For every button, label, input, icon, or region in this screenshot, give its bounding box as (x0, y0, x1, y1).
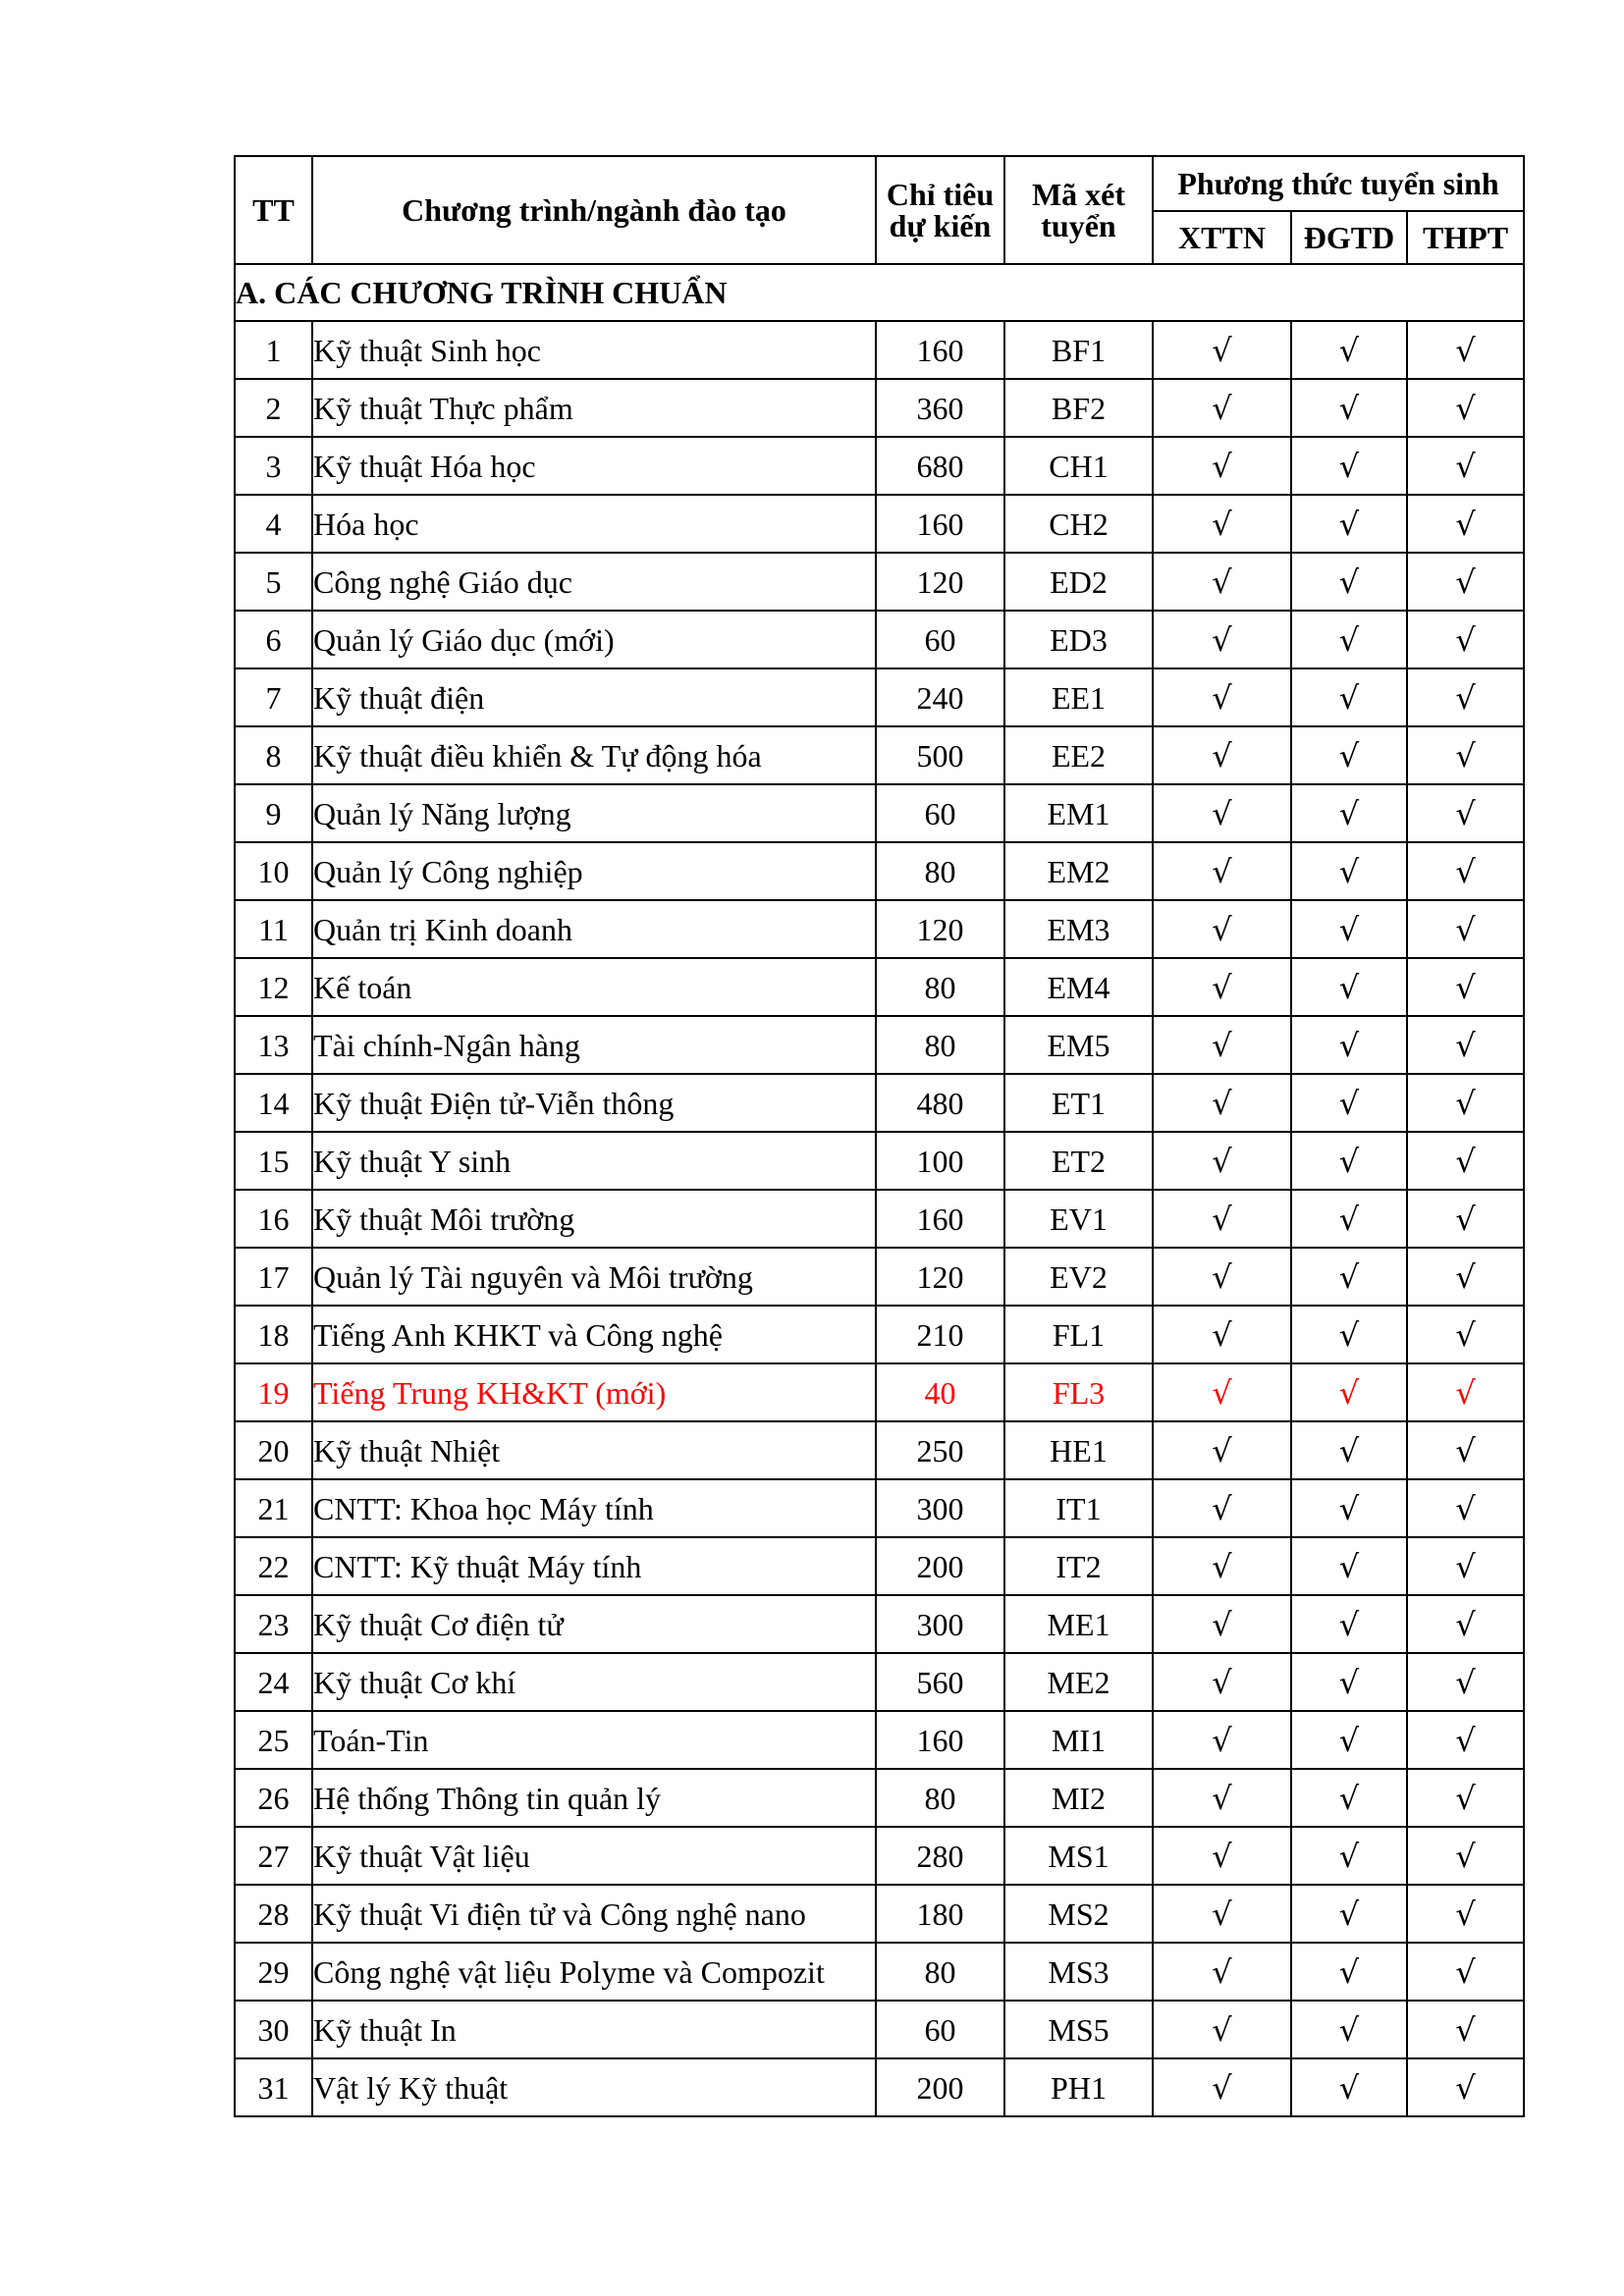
admission-code: IT2 (1004, 1537, 1153, 1595)
program-name: Kỹ thuật điện (312, 668, 876, 726)
table-row (235, 1769, 1524, 1827)
quota-value: 160 (876, 1190, 1004, 1248)
xttn-check: √ (1153, 1421, 1291, 1479)
admission-code: MI2 (1004, 1769, 1153, 1827)
dgtd-check: √ (1291, 1363, 1407, 1421)
admission-code: BF2 (1004, 379, 1153, 437)
quota-value: 80 (876, 958, 1004, 1016)
admission-code: PH1 (1004, 2058, 1153, 2116)
table-row (235, 611, 1524, 668)
section-title: A. CÁC CHƯƠNG TRÌNH CHUẨN (235, 264, 1524, 321)
xttn-check: √ (1153, 668, 1291, 726)
thpt-check: √ (1407, 1190, 1524, 1248)
thpt-check: √ (1407, 1769, 1524, 1827)
admission-code: EM4 (1004, 958, 1153, 1016)
quota-value: 160 (876, 1711, 1004, 1769)
xttn-check: √ (1153, 1827, 1291, 1885)
row-number: 6 (235, 611, 312, 668)
dgtd-check: √ (1291, 1711, 1407, 1769)
quota-value: 280 (876, 1827, 1004, 1885)
header-quota-line1: Chỉ tiêu (886, 177, 995, 212)
program-name: Quản trị Kinh doanh (312, 900, 876, 958)
table-row (235, 1711, 1524, 1769)
table-row (235, 1363, 1524, 1421)
dgtd-check: √ (1291, 1421, 1407, 1479)
dgtd-check: √ (1291, 668, 1407, 726)
program-name: Hóa học (312, 495, 876, 553)
header-tt: TT (235, 156, 312, 264)
thpt-check: √ (1407, 784, 1524, 842)
program-name: Hệ thống Thông tin quản lý (312, 1769, 876, 1827)
admission-code: ET2 (1004, 1132, 1153, 1190)
xttn-check: √ (1153, 1248, 1291, 1306)
table-row (235, 1653, 1524, 1711)
dgtd-check: √ (1291, 1190, 1407, 1248)
dgtd-check: √ (1291, 1885, 1407, 1943)
dgtd-check: √ (1291, 611, 1407, 668)
admission-code: ED2 (1004, 553, 1153, 611)
dgtd-check: √ (1291, 1537, 1407, 1595)
admission-code: MS2 (1004, 1885, 1153, 1943)
program-name: Toán-Tin (312, 1711, 876, 1769)
quota-value: 680 (876, 437, 1004, 495)
header-quota-line2: dự kiến (889, 208, 992, 243)
xttn-check: √ (1153, 611, 1291, 668)
row-number: 14 (235, 1074, 312, 1132)
quota-value: 250 (876, 1421, 1004, 1479)
program-name: CNTT: Kỹ thuật Máy tính (312, 1537, 876, 1595)
program-name: Kỹ thuật Thực phẩm (312, 379, 876, 437)
quota-value: 80 (876, 1769, 1004, 1827)
row-number: 3 (235, 437, 312, 495)
thpt-check: √ (1407, 611, 1524, 668)
row-number: 29 (235, 1943, 312, 2001)
program-name: Công nghệ Giáo dục (312, 553, 876, 611)
thpt-check: √ (1407, 1479, 1524, 1537)
row-number: 27 (235, 1827, 312, 1885)
quota-value: 60 (876, 2001, 1004, 2058)
admission-code: MS3 (1004, 1943, 1153, 2001)
dgtd-check: √ (1291, 553, 1407, 611)
thpt-check: √ (1407, 495, 1524, 553)
table-row (235, 553, 1524, 611)
table-row (235, 2058, 1524, 2116)
row-number: 4 (235, 495, 312, 553)
program-name: Kỹ thuật Nhiệt (312, 1421, 876, 1479)
admission-code: FL1 (1004, 1306, 1153, 1363)
header-program: Chương trình/ngành đào tạo (312, 156, 876, 264)
row-number: 1 (235, 321, 312, 379)
xttn-check: √ (1153, 1711, 1291, 1769)
header-methods: Phương thức tuyển sinh (1153, 156, 1524, 211)
row-number: 30 (235, 2001, 312, 2058)
row-number: 11 (235, 900, 312, 958)
program-name: Kỹ thuật Hóa học (312, 437, 876, 495)
quota-value: 300 (876, 1479, 1004, 1537)
admission-code: FL3 (1004, 1363, 1153, 1421)
dgtd-check: √ (1291, 379, 1407, 437)
row-number: 18 (235, 1306, 312, 1363)
row-number: 24 (235, 1653, 312, 1711)
dgtd-check: √ (1291, 495, 1407, 553)
header-method-dgtd: ĐGTD (1291, 211, 1407, 264)
thpt-check: √ (1407, 1363, 1524, 1421)
quota-value: 40 (876, 1363, 1004, 1421)
quota-value: 480 (876, 1074, 1004, 1132)
quota-value: 210 (876, 1306, 1004, 1363)
program-name: Kỹ thuật Y sinh (312, 1132, 876, 1190)
row-number: 25 (235, 1711, 312, 1769)
quota-value: 200 (876, 1537, 1004, 1595)
table-row (235, 958, 1524, 1016)
table-row (235, 900, 1524, 958)
dgtd-check: √ (1291, 1074, 1407, 1132)
xttn-check: √ (1153, 958, 1291, 1016)
xttn-check: √ (1153, 553, 1291, 611)
thpt-check: √ (1407, 1306, 1524, 1363)
quota-value: 500 (876, 726, 1004, 784)
xttn-check: √ (1153, 842, 1291, 900)
quota-value: 120 (876, 553, 1004, 611)
admission-code: IT1 (1004, 1479, 1153, 1537)
xttn-check: √ (1153, 321, 1291, 379)
header-code-line2: tuyển (1041, 208, 1116, 243)
program-name: Tiếng Anh KHKT và Công nghệ (312, 1306, 876, 1363)
program-name: Quản lý Công nghiệp (312, 842, 876, 900)
dgtd-check: √ (1291, 1016, 1407, 1074)
table-row (235, 1537, 1524, 1595)
program-name: Kỹ thuật Sinh học (312, 321, 876, 379)
admission-code: HE1 (1004, 1421, 1153, 1479)
table-row (235, 1479, 1524, 1537)
header-method-xttn: XTTN (1153, 211, 1291, 264)
thpt-check: √ (1407, 842, 1524, 900)
admission-code: EM3 (1004, 900, 1153, 958)
table-row (235, 1885, 1524, 1943)
thpt-check: √ (1407, 1827, 1524, 1885)
xttn-check: √ (1153, 1537, 1291, 1595)
program-name: Kỹ thuật Vi điện tử và Công nghệ nano (312, 1885, 876, 1943)
xttn-check: √ (1153, 900, 1291, 958)
quota-value: 60 (876, 611, 1004, 668)
admission-code: EM5 (1004, 1016, 1153, 1074)
program-name: Kỹ thuật Cơ điện tử (312, 1595, 876, 1653)
thpt-check: √ (1407, 1595, 1524, 1653)
quota-value: 120 (876, 900, 1004, 958)
quota-value: 160 (876, 495, 1004, 553)
xttn-check: √ (1153, 1016, 1291, 1074)
quota-value: 100 (876, 1132, 1004, 1190)
thpt-check: √ (1407, 1711, 1524, 1769)
row-number: 28 (235, 1885, 312, 1943)
thpt-check: √ (1407, 379, 1524, 437)
table-header (235, 156, 1524, 264)
thpt-check: √ (1407, 1421, 1524, 1479)
row-number: 26 (235, 1769, 312, 1827)
table-row (235, 1421, 1524, 1479)
thpt-check: √ (1407, 726, 1524, 784)
row-number: 23 (235, 1595, 312, 1653)
program-name: Kỹ thuật In (312, 2001, 876, 2058)
thpt-check: √ (1407, 321, 1524, 379)
quota-value: 300 (876, 1595, 1004, 1653)
admission-code: EV2 (1004, 1248, 1153, 1306)
admission-code: ME2 (1004, 1653, 1153, 1711)
xttn-check: √ (1153, 1132, 1291, 1190)
quota-value: 80 (876, 842, 1004, 900)
dgtd-check: √ (1291, 1132, 1407, 1190)
row-number: 2 (235, 379, 312, 437)
thpt-check: √ (1407, 958, 1524, 1016)
admission-code: ET1 (1004, 1074, 1153, 1132)
xttn-check: √ (1153, 1885, 1291, 1943)
table-row (235, 1248, 1524, 1306)
admission-code: BF1 (1004, 321, 1153, 379)
xttn-check: √ (1153, 1653, 1291, 1711)
program-name: Quản lý Năng lượng (312, 784, 876, 842)
admission-code: ME1 (1004, 1595, 1153, 1653)
thpt-check: √ (1407, 1016, 1524, 1074)
dgtd-check: √ (1291, 900, 1407, 958)
table-row (235, 784, 1524, 842)
admissions-table (234, 155, 1525, 2117)
dgtd-check: √ (1291, 2001, 1407, 2058)
dgtd-check: √ (1291, 321, 1407, 379)
thpt-check: √ (1407, 1537, 1524, 1595)
thpt-check: √ (1407, 1074, 1524, 1132)
header-code-line1: Mã xét (1031, 177, 1126, 212)
table-row (235, 1306, 1524, 1363)
xttn-check: √ (1153, 437, 1291, 495)
row-number: 19 (235, 1363, 312, 1421)
dgtd-check: √ (1291, 958, 1407, 1016)
xttn-check: √ (1153, 1190, 1291, 1248)
quota-value: 80 (876, 1016, 1004, 1074)
program-name: Kỹ thuật Điện tử-Viễn thông (312, 1074, 876, 1132)
quota-value: 80 (876, 1943, 1004, 2001)
program-name: Quản lý Tài nguyên và Môi trường (312, 1248, 876, 1306)
dgtd-check: √ (1291, 1306, 1407, 1363)
dgtd-check: √ (1291, 1595, 1407, 1653)
admission-code: EV1 (1004, 1190, 1153, 1248)
xttn-check: √ (1153, 1074, 1291, 1132)
program-name: Kế toán (312, 958, 876, 1016)
thpt-check: √ (1407, 437, 1524, 495)
thpt-check: √ (1407, 1132, 1524, 1190)
dgtd-check: √ (1291, 1827, 1407, 1885)
row-number: 20 (235, 1421, 312, 1479)
admission-code: MI1 (1004, 1711, 1153, 1769)
program-name: Kỹ thuật Môi trường (312, 1190, 876, 1248)
xttn-check: √ (1153, 379, 1291, 437)
table-row (235, 668, 1524, 726)
table-row (235, 1016, 1524, 1074)
quota-value: 120 (876, 1248, 1004, 1306)
xttn-check: √ (1153, 1479, 1291, 1537)
header-method-thpt: THPT (1407, 211, 1524, 264)
table-body (235, 264, 1524, 2116)
dgtd-check: √ (1291, 726, 1407, 784)
xttn-check: √ (1153, 1943, 1291, 2001)
quota-value: 160 (876, 321, 1004, 379)
dgtd-check: √ (1291, 2058, 1407, 2116)
row-number: 8 (235, 726, 312, 784)
table-row (235, 1132, 1524, 1190)
xttn-check: √ (1153, 1769, 1291, 1827)
row-number: 7 (235, 668, 312, 726)
xttn-check: √ (1153, 1363, 1291, 1421)
table-row (235, 379, 1524, 437)
row-number: 9 (235, 784, 312, 842)
dgtd-check: √ (1291, 1769, 1407, 1827)
xttn-check: √ (1153, 784, 1291, 842)
row-number: 22 (235, 1537, 312, 1595)
thpt-check: √ (1407, 2058, 1524, 2116)
xttn-check: √ (1153, 1306, 1291, 1363)
xttn-check: √ (1153, 1595, 1291, 1653)
program-name: Vật lý Kỹ thuật (312, 2058, 876, 2116)
table-row (235, 1595, 1524, 1653)
dgtd-check: √ (1291, 1479, 1407, 1537)
program-name: CNTT: Khoa học Máy tính (312, 1479, 876, 1537)
table-row (235, 1827, 1524, 1885)
dgtd-check: √ (1291, 1653, 1407, 1711)
table-row (235, 1074, 1524, 1132)
dgtd-check: √ (1291, 1248, 1407, 1306)
row-number: 5 (235, 553, 312, 611)
dgtd-check: √ (1291, 1943, 1407, 2001)
admission-code: EM2 (1004, 842, 1153, 900)
row-number: 21 (235, 1479, 312, 1537)
thpt-check: √ (1407, 1943, 1524, 2001)
program-name: Tài chính-Ngân hàng (312, 1016, 876, 1074)
thpt-check: √ (1407, 1248, 1524, 1306)
thpt-check: √ (1407, 668, 1524, 726)
row-number: 15 (235, 1132, 312, 1190)
admission-code: EE1 (1004, 668, 1153, 726)
program-name: Tiếng Trung KH&KT (mới) (312, 1363, 876, 1421)
header-code (1004, 156, 1153, 264)
thpt-check: √ (1407, 1653, 1524, 1711)
table-row (235, 495, 1524, 553)
admission-code: EM1 (1004, 784, 1153, 842)
admission-code: CH1 (1004, 437, 1153, 495)
thpt-check: √ (1407, 900, 1524, 958)
row-number: 31 (235, 2058, 312, 2116)
quota-value: 360 (876, 379, 1004, 437)
program-name: Công nghệ vật liệu Polyme và Compozit (312, 1943, 876, 2001)
table-row (235, 1943, 1524, 2001)
xttn-check: √ (1153, 2058, 1291, 2116)
table-row (235, 1190, 1524, 1248)
row-number: 17 (235, 1248, 312, 1306)
xttn-check: √ (1153, 2001, 1291, 2058)
dgtd-check: √ (1291, 784, 1407, 842)
program-name: Kỹ thuật Vật liệu (312, 1827, 876, 1885)
thpt-check: √ (1407, 2001, 1524, 2058)
table-row (235, 321, 1524, 379)
admission-code: CH2 (1004, 495, 1153, 553)
program-name: Quản lý Giáo dục (mới) (312, 611, 876, 668)
quota-value: 560 (876, 1653, 1004, 1711)
row-number: 13 (235, 1016, 312, 1074)
admission-code: MS5 (1004, 2001, 1153, 2058)
admission-code: EE2 (1004, 726, 1153, 784)
table-row (235, 2001, 1524, 2058)
xttn-check: √ (1153, 726, 1291, 784)
quota-value: 60 (876, 784, 1004, 842)
row-number: 12 (235, 958, 312, 1016)
program-name: Kỹ thuật Cơ khí (312, 1653, 876, 1711)
table-row (235, 842, 1524, 900)
xttn-check: √ (1153, 495, 1291, 553)
header-quota (876, 156, 1004, 264)
quota-value: 200 (876, 2058, 1004, 2116)
dgtd-check: √ (1291, 437, 1407, 495)
thpt-check: √ (1407, 1885, 1524, 1943)
table-row (235, 726, 1524, 784)
table-row (235, 437, 1524, 495)
admission-code: MS1 (1004, 1827, 1153, 1885)
row-number: 10 (235, 842, 312, 900)
program-name: Kỹ thuật điều khiển & Tự động hóa (312, 726, 876, 784)
quota-value: 180 (876, 1885, 1004, 1943)
thpt-check: √ (1407, 553, 1524, 611)
dgtd-check: √ (1291, 842, 1407, 900)
row-number: 16 (235, 1190, 312, 1248)
quota-value: 240 (876, 668, 1004, 726)
admission-code: ED3 (1004, 611, 1153, 668)
